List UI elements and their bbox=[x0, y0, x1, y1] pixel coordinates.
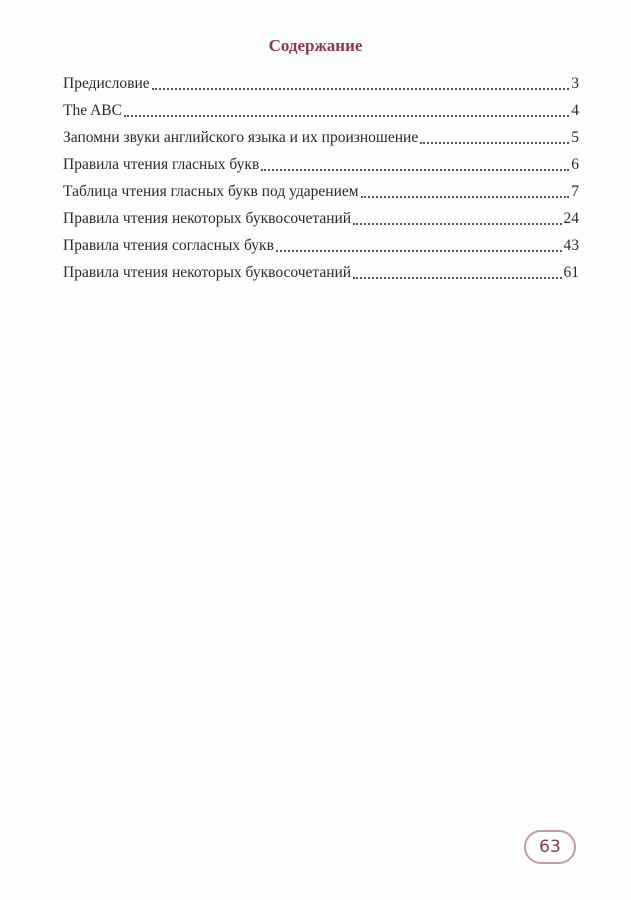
toc-entry-page: 5 bbox=[571, 129, 579, 146]
toc-entry-title: Правила чтения гласных букв bbox=[63, 156, 260, 173]
toc-entry-title: The ABC bbox=[63, 102, 122, 119]
toc-leader-dots bbox=[353, 223, 561, 225]
toc-entry-title: Таблица чтения гласных букв под ударением bbox=[63, 183, 359, 200]
toc-entry bbox=[63, 255, 579, 282]
toc-entry-page: 6 bbox=[571, 156, 579, 173]
toc-entry-title: Предисловие bbox=[63, 75, 150, 92]
toc-entry bbox=[63, 120, 579, 147]
toc-entry-title: Правила чтения некоторых буквосочетаний bbox=[63, 264, 352, 281]
table-of-contents bbox=[63, 66, 579, 282]
toc-leader-dots bbox=[361, 196, 570, 198]
toc-leader-dots bbox=[261, 169, 569, 171]
toc-entry-title: Правила чтения некоторых буквосочетаний bbox=[63, 210, 352, 227]
toc-leader-dots bbox=[276, 250, 562, 252]
toc-leader-dots bbox=[124, 115, 569, 117]
toc-entry-page: 7 bbox=[571, 183, 579, 200]
toc-title: Содержание bbox=[268, 36, 363, 55]
page-number-badge bbox=[524, 830, 576, 864]
toc-leader-dots bbox=[420, 142, 569, 144]
page-number: 63 bbox=[539, 837, 561, 857]
toc-entry bbox=[63, 147, 579, 174]
toc-entry-page: 43 bbox=[563, 237, 579, 254]
toc-leader-dots bbox=[152, 88, 570, 90]
toc-leader-dots bbox=[353, 277, 561, 279]
toc-entry-title: Запомни звуки английского языка и их произношение bbox=[63, 129, 419, 146]
toc-entry-page: 4 bbox=[571, 102, 579, 119]
toc-entry-page: 61 bbox=[563, 264, 579, 281]
toc-entry-title: Правила чтения согласных букв bbox=[63, 237, 274, 254]
toc-entry-page: 3 bbox=[571, 75, 579, 92]
toc-entry bbox=[63, 228, 579, 255]
toc-entry bbox=[63, 201, 579, 228]
toc-entry bbox=[63, 66, 579, 93]
toc-entry bbox=[63, 93, 579, 120]
toc-entry bbox=[63, 174, 579, 201]
toc-entry-page: 24 bbox=[563, 210, 579, 227]
